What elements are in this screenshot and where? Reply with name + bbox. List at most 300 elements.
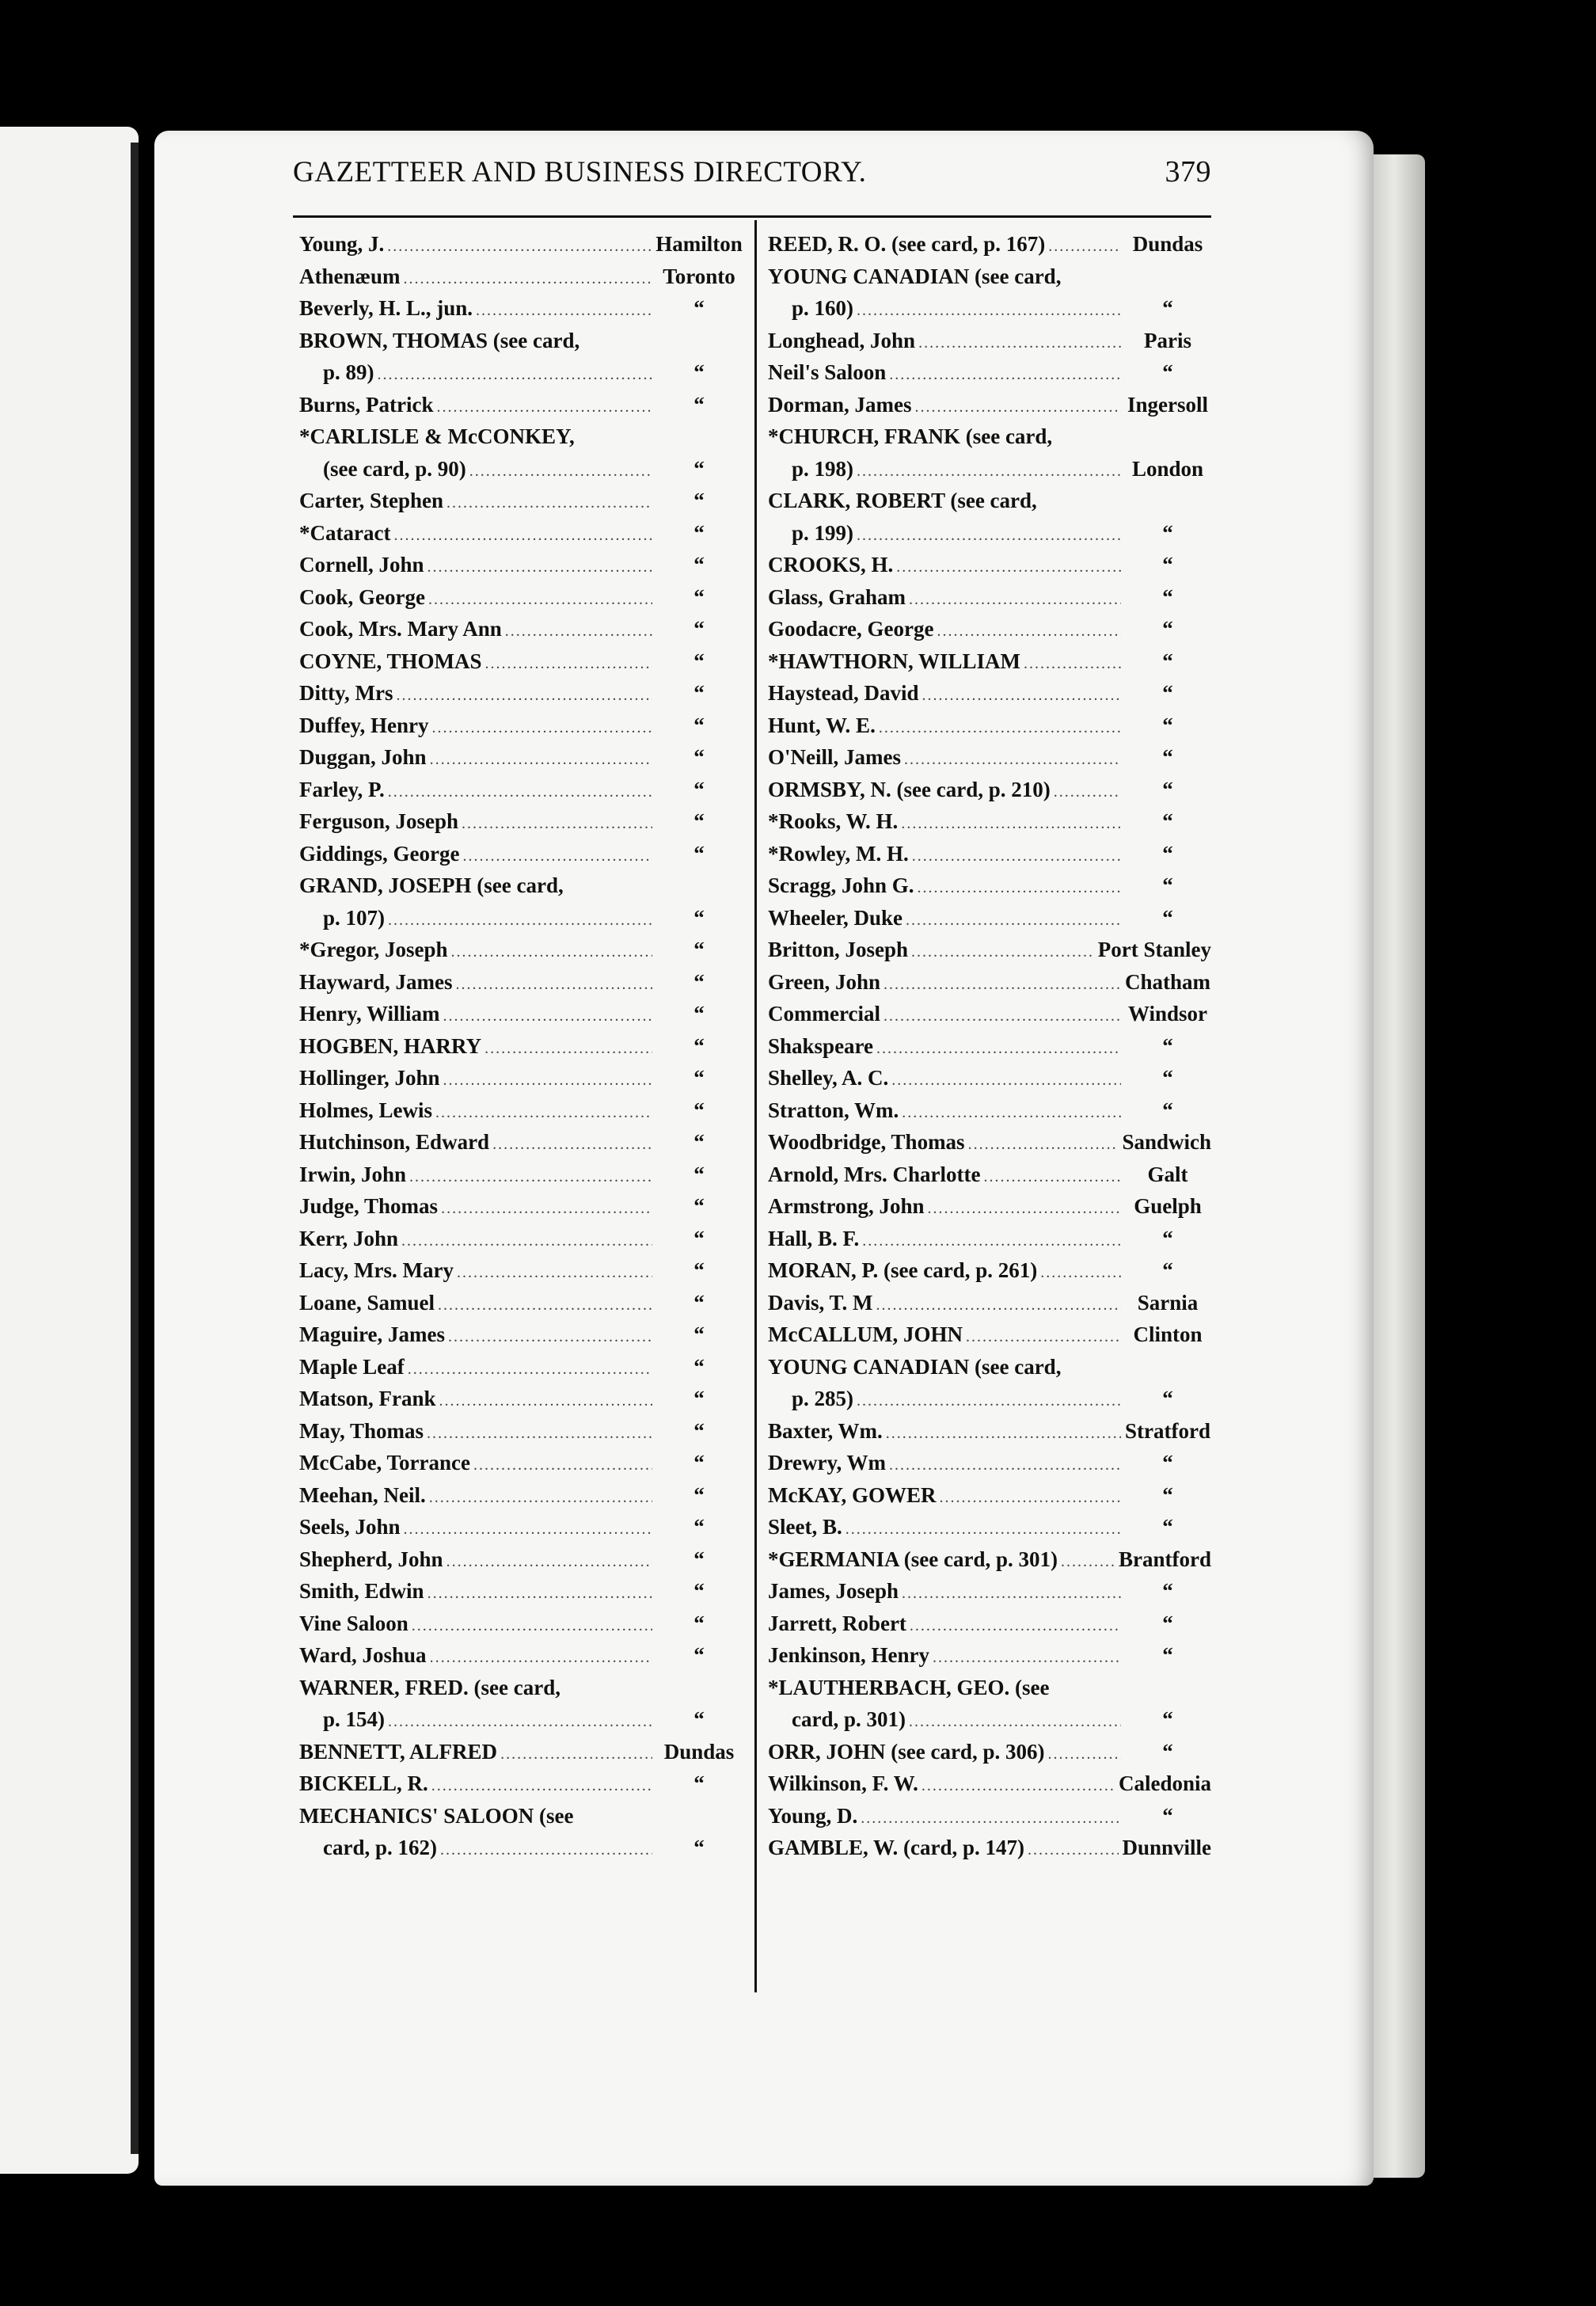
leader-dots: [484, 1033, 652, 1065]
entry-location: London: [1131, 456, 1204, 481]
entry-location: “: [694, 681, 705, 705]
leader-dots: [448, 1321, 652, 1353]
leader-dots: [428, 551, 652, 584]
entry-location: “: [694, 1226, 705, 1250]
entry-name: May, Thomas: [299, 1418, 424, 1443]
entry-name: Hutchinson, Edward: [299, 1130, 490, 1154]
leader-dots: [431, 712, 652, 744]
leader-dots: [457, 1257, 652, 1289]
directory-entry: [768, 485, 1211, 517]
leader-dots: [412, 1610, 652, 1642]
leader-dots: [909, 584, 1121, 616]
directory-entry: [299, 1575, 743, 1608]
directory-entry: [299, 710, 743, 742]
entry-name: Ward, Joshua: [299, 1643, 427, 1667]
entry-name: McCALLUM, JOHN: [768, 1322, 963, 1346]
leader-dots: [857, 1385, 1121, 1417]
entry-location: “: [1162, 1066, 1173, 1090]
entry-location: “: [694, 584, 705, 609]
directory-entry: [768, 420, 1211, 453]
entry-location: “: [1162, 1515, 1173, 1539]
directory-entry: [299, 1094, 743, 1127]
entry-name: O'Neill, James: [768, 745, 901, 769]
entry-name: HOGBEN, HARRY: [299, 1033, 482, 1058]
leader-dots: [500, 1738, 652, 1771]
directory-entry: [768, 581, 1211, 614]
entry-name: Young, D.: [768, 1803, 858, 1828]
directory-entry: [299, 1543, 743, 1576]
leader-dots: [922, 1770, 1115, 1802]
entry-location: Port Stanley: [1097, 938, 1211, 961]
leader-dots: [861, 1802, 1121, 1835]
entry-name: Judge, Thomas: [299, 1194, 439, 1218]
entry-name: Glass, Graham: [768, 584, 906, 609]
directory-entry: [299, 292, 743, 325]
leader-dots: [884, 968, 1121, 1001]
directory-entry: [299, 1062, 743, 1094]
entry-location: Sandwich: [1122, 1130, 1211, 1154]
directory-entry: [768, 1736, 1211, 1768]
directory-entry: [299, 1672, 743, 1704]
directory-entry: [299, 1190, 743, 1223]
entry-name: *HAWTHORN, WILLIAM: [768, 649, 1021, 673]
entry-name: McCabe, Torrance: [299, 1451, 470, 1475]
leader-dots: [884, 1000, 1121, 1033]
entry-location: Clinton: [1133, 1322, 1203, 1346]
leader-dots: [937, 615, 1121, 648]
directory-entry: [768, 1351, 1211, 1383]
directory-entry: [768, 1030, 1211, 1063]
entry-location: “: [1162, 1387, 1173, 1410]
leader-dots: [388, 1706, 652, 1738]
entry-name: *Cataract: [299, 520, 391, 545]
leader-dots: [492, 1128, 652, 1161]
directory-entry: [299, 1703, 743, 1736]
leader-dots: [918, 872, 1121, 904]
left-column: [299, 228, 743, 1864]
directory-entry: [768, 1254, 1211, 1287]
leader-dots: [889, 359, 1121, 391]
leader-dots: [427, 1417, 652, 1450]
directory-entry: [768, 228, 1211, 261]
entry-location: Hamilton: [656, 232, 743, 256]
entry-location: “: [1162, 1803, 1173, 1828]
entry-location: “: [694, 1451, 705, 1475]
entry-name: *CARLISLE & McCONKEY,: [299, 424, 575, 448]
entry-name: McKAY, GOWER: [768, 1482, 937, 1507]
entry-name: Maguire, James: [299, 1322, 445, 1346]
entry-location: “: [694, 938, 705, 961]
entry-name: Shelley, A. C.: [768, 1066, 889, 1090]
directory-entry: [299, 1383, 743, 1415]
directory-entry: [768, 549, 1211, 581]
directory-entry: [768, 292, 1211, 325]
entry-location: “: [694, 456, 705, 481]
entry-name: WARNER, FRED. (see card,: [299, 1675, 560, 1699]
leader-dots: [404, 1513, 652, 1546]
entry-location: “: [694, 649, 705, 673]
leader-dots: [1024, 648, 1121, 680]
entry-location: “: [1162, 1226, 1173, 1250]
directory-entry: [299, 838, 743, 870]
entry-name: Armstrong, John: [768, 1194, 925, 1218]
entry-location: “: [1162, 1098, 1173, 1122]
entry-name: Green, John: [768, 969, 881, 994]
entry-location: “: [694, 553, 705, 576]
entry-name: Britton, Joseph: [768, 938, 909, 961]
entry-location: “: [694, 713, 705, 737]
entry-location: “: [694, 1418, 705, 1443]
entry-name: Arnold, Mrs. Charlotte: [768, 1162, 981, 1186]
directory-entry: [299, 1736, 743, 1768]
directory-entry: [299, 741, 743, 774]
header-rule: [293, 215, 1211, 218]
directory-entry: [299, 1768, 743, 1800]
directory-entry: [768, 261, 1211, 293]
directory-entry: [768, 1447, 1211, 1479]
entry-name: Kerr, John: [299, 1226, 399, 1250]
directory-entry: [768, 1287, 1211, 1319]
entry-location: “: [694, 1290, 705, 1315]
directory-entry: [299, 613, 743, 645]
entry-name: Longhead, John: [768, 328, 916, 352]
entry-name: Smith, Edwin: [299, 1579, 424, 1603]
leader-dots: [1028, 1834, 1119, 1866]
entry-location: “: [694, 841, 705, 866]
directory-entry: [299, 1639, 743, 1672]
entry-location: “: [694, 1033, 705, 1058]
leader-dots: [912, 840, 1121, 873]
entry-location: “: [1162, 1739, 1173, 1764]
entry-name: Cook, Mrs. Mary Ann: [299, 617, 502, 641]
entry-name: Maple Leaf: [299, 1354, 405, 1379]
directory-entry: [299, 261, 743, 293]
entry-location: “: [694, 1611, 705, 1635]
entry-name: *GERMANIA (see card, p. 301): [768, 1547, 1058, 1571]
directory-entry: [768, 389, 1211, 421]
directory-entry: [299, 453, 743, 485]
directory-entry: [768, 870, 1211, 902]
directory-entry: [768, 1575, 1211, 1608]
entry-location: “: [694, 1579, 705, 1603]
entry-name: Haystead, David: [768, 681, 919, 705]
directory-entry: [768, 1511, 1211, 1543]
leader-dots: [911, 936, 1095, 968]
leader-dots: [1048, 230, 1121, 263]
directory-entry: [299, 1800, 743, 1832]
leader-dots: [1061, 1546, 1115, 1578]
leader-dots: [910, 1610, 1121, 1642]
entry-name: Goodacre, George: [768, 617, 934, 641]
leader-dots: [455, 968, 652, 1001]
entry-location: “: [694, 1643, 705, 1667]
entry-name: Shakspeare: [768, 1033, 874, 1058]
entry-location: “: [1162, 745, 1173, 769]
directory-entry: [768, 677, 1211, 710]
leader-dots: [408, 1353, 652, 1386]
leader-dots: [906, 904, 1121, 937]
leader-dots: [451, 936, 652, 968]
entry-location: “: [694, 1354, 705, 1379]
entry-location: Ingersoll: [1127, 392, 1208, 417]
entry-name: BROWN, THOMAS (see card,: [299, 328, 580, 352]
entry-name: Matson, Frank: [299, 1387, 436, 1410]
directory-entry: [299, 485, 743, 517]
entry-name: REED, R. O. (see card, p. 167): [768, 232, 1046, 256]
directory-entry: [768, 1190, 1211, 1223]
directory-entry: [299, 581, 743, 614]
leader-dots: [901, 808, 1121, 840]
entry-location: “: [1162, 584, 1173, 609]
directory-entry: [299, 228, 743, 261]
directory-entry: [768, 1159, 1211, 1191]
directory-entry: [768, 1832, 1211, 1864]
entry-location: “: [1162, 1611, 1173, 1635]
leader-dots: [1040, 1257, 1121, 1289]
entry-name: Baxter, Wm.: [768, 1418, 883, 1443]
directory-entry: [768, 356, 1211, 389]
entry-name: Carter, Stephen: [299, 489, 443, 512]
entry-location: Brantford: [1119, 1547, 1211, 1571]
directory-entry: [768, 325, 1211, 357]
entry-name: Woodbridge, Thomas: [768, 1130, 965, 1154]
entry-location: “: [1162, 1451, 1173, 1475]
directory-entry: [299, 1287, 743, 1319]
directory-entry: [299, 1351, 743, 1383]
page-number: 379: [1165, 155, 1211, 188]
directory-entry: [768, 1094, 1211, 1127]
leader-dots: [446, 1546, 652, 1578]
entry-location: Stratford: [1125, 1418, 1210, 1443]
entry-location: Dundas: [1132, 232, 1203, 256]
entry-name: Hunt, W. E.: [768, 713, 876, 737]
directory-entry: [299, 1447, 743, 1479]
entry-location: Dunnville: [1122, 1836, 1211, 1859]
directory-entry: [768, 710, 1211, 742]
entry-location: “: [1162, 681, 1173, 705]
entry-location: “: [1162, 713, 1173, 737]
entry-name: card, p. 162): [323, 1836, 437, 1859]
leader-dots: [437, 391, 652, 424]
directory-entry: [299, 1223, 743, 1255]
directory-entry: [299, 934, 743, 966]
entry-name: Jarrett, Robert: [768, 1611, 906, 1635]
entry-name: p. 199): [792, 520, 854, 545]
entry-location: “: [1162, 809, 1173, 833]
directory-entry: [768, 645, 1211, 678]
entry-name: Seels, John: [299, 1515, 401, 1539]
leader-dots: [918, 327, 1121, 360]
entry-name: Cook, George: [299, 584, 425, 609]
entry-location: “: [694, 1707, 705, 1731]
directory-entry: [299, 1319, 743, 1351]
directory-entry: [299, 966, 743, 999]
directory-entry: [299, 356, 743, 389]
entry-location: Paris: [1144, 328, 1191, 352]
entry-location: “: [694, 360, 705, 384]
leader-dots: [922, 679, 1121, 712]
directory-entry: [768, 741, 1211, 774]
directory-entry: [768, 453, 1211, 485]
entry-name: Jenkinson, Henry: [768, 1643, 930, 1667]
entry-name: *Gregor, Joseph: [299, 938, 448, 961]
entry-name: Farley, P.: [299, 777, 385, 801]
directory-entry: [768, 998, 1211, 1030]
leader-dots: [886, 1417, 1121, 1450]
leader-dots: [1054, 776, 1121, 809]
entry-name: (see card, p. 90): [323, 456, 466, 481]
directory-entry: [299, 420, 743, 453]
entry-location: “: [694, 1547, 705, 1571]
leader-dots: [440, 1834, 652, 1866]
entry-name: Dorman, James: [768, 392, 912, 417]
entry-location: “: [1162, 1643, 1173, 1667]
entry-name: p. 198): [792, 456, 854, 481]
entry-location: Windsor: [1127, 1002, 1208, 1026]
entry-location: “: [694, 777, 705, 801]
directory-entry: [768, 838, 1211, 870]
directory-entry: [299, 774, 743, 806]
directory-entry: [768, 1768, 1211, 1800]
leader-dots: [876, 1289, 1121, 1322]
entry-location: “: [694, 1771, 705, 1795]
entry-name: Loane, Samuel: [299, 1290, 435, 1315]
directory-entry: [768, 902, 1211, 934]
directory-entry: [768, 1126, 1211, 1159]
directory-entry: [299, 1030, 743, 1063]
leader-dots: [401, 1225, 652, 1258]
entry-name: Henry, William: [299, 1002, 440, 1026]
entry-location: Toronto: [663, 264, 735, 288]
leader-dots: [505, 615, 652, 648]
entry-location: “: [1162, 873, 1173, 897]
entry-name: YOUNG CANADIAN (see card,: [768, 1354, 1062, 1379]
entry-location: “: [694, 520, 705, 545]
entry-name: Irwin, John: [299, 1162, 407, 1186]
directory-entry: [768, 1383, 1211, 1415]
entry-name: Sleet, B.: [768, 1515, 842, 1539]
entry-location: “: [1162, 520, 1173, 545]
leader-dots: [393, 519, 652, 552]
entry-location: “: [694, 1515, 705, 1539]
leader-dots: [966, 1321, 1121, 1353]
entry-name: Burns, Patrick: [299, 392, 434, 417]
directory-entry: [768, 1800, 1211, 1832]
entry-location: “: [694, 809, 705, 833]
directory-entry: [299, 1126, 743, 1159]
entry-location: “: [1162, 360, 1173, 384]
entry-location: “: [1162, 905, 1173, 930]
leader-dots: [463, 840, 652, 873]
entry-name: p. 107): [323, 905, 386, 930]
leader-dots: [940, 1482, 1121, 1514]
directory-entry: [299, 645, 743, 678]
entry-name: Neil's Saloon: [768, 360, 887, 384]
entry-location: “: [1162, 1258, 1173, 1282]
entry-name: ORMSBY, N. (see card, p. 210): [768, 777, 1051, 801]
entry-name: YOUNG CANADIAN (see card,: [768, 264, 1062, 288]
entry-location: “: [694, 1836, 705, 1859]
leader-dots: [983, 1161, 1121, 1193]
entry-location: “: [694, 489, 705, 512]
directory-entry: [768, 1703, 1211, 1736]
leader-dots: [430, 744, 652, 776]
directory-entry: [299, 805, 743, 838]
leader-dots: [441, 1193, 652, 1225]
entry-name: Vine Saloon: [299, 1611, 408, 1635]
entry-location: “: [1162, 1033, 1173, 1058]
leader-dots: [896, 551, 1121, 584]
binding-thread: [131, 143, 139, 2154]
right-column: [768, 228, 1211, 1864]
page-title: GAZETTEER AND BUSINESS DIRECTORY.: [293, 156, 867, 188]
leader-dots: [446, 487, 652, 519]
entry-location: “: [1162, 841, 1173, 866]
entry-location: “: [694, 1130, 705, 1154]
leader-dots: [968, 1128, 1119, 1161]
leader-dots: [846, 1513, 1121, 1546]
entry-name: p. 89): [323, 360, 374, 384]
directory-entry: [299, 1608, 743, 1640]
directory-entry: [299, 998, 743, 1030]
leader-dots: [378, 359, 652, 391]
leader-dots: [914, 391, 1121, 424]
entry-name: CROOKS, H.: [768, 553, 894, 576]
page-stack-edge: [1374, 154, 1425, 2178]
directory-entry: [768, 805, 1211, 838]
entry-name: *LAUTHERBACH, GEO. (see: [768, 1675, 1050, 1699]
directory-entry: [768, 1543, 1211, 1576]
entry-name: GAMBLE, W. (card, p. 147): [768, 1836, 1025, 1859]
entry-location: “: [694, 1258, 705, 1282]
leader-dots: [387, 230, 652, 263]
entry-name: Shepherd, John: [299, 1547, 443, 1571]
facing-page: [0, 127, 139, 2174]
entry-name: GRAND, JOSEPH (see card,: [299, 873, 564, 897]
entry-location: “: [694, 1002, 705, 1026]
entry-location: “: [694, 969, 705, 994]
entry-name: Lacy, Mrs. Mary: [299, 1258, 454, 1282]
entry-name: Holmes, Lewis: [299, 1098, 432, 1122]
entry-location: Guelph: [1134, 1194, 1202, 1218]
directory-entry: [768, 517, 1211, 550]
entry-location: “: [694, 1482, 705, 1507]
directory-entry: [299, 517, 743, 550]
entry-location: “: [694, 296, 705, 320]
entry-location: “: [1162, 649, 1173, 673]
entry-location: Sarnia: [1137, 1290, 1199, 1315]
directory-entry: [768, 1223, 1211, 1255]
entry-name: Hall, B. F.: [768, 1226, 860, 1250]
leader-dots: [428, 1577, 652, 1610]
entry-location: “: [694, 392, 705, 417]
entry-name: Duffey, Henry: [299, 713, 429, 737]
entry-name: *Rowley, M. H.: [768, 841, 909, 866]
entry-name: CLARK, ROBERT (see card,: [768, 489, 1037, 512]
leader-dots: [857, 519, 1121, 552]
entry-name: MECHANICS' SALOON (see: [299, 1803, 574, 1828]
entry-name: Duggan, John: [299, 745, 427, 769]
entry-name: ORR, JOHN (see card, p. 306): [768, 1739, 1045, 1764]
leader-dots: [428, 584, 652, 616]
entry-name: Wilkinson, F. W.: [768, 1771, 918, 1795]
entry-name: Ditty, Mrs: [299, 681, 393, 705]
directory-entry: [299, 549, 743, 581]
entry-name: Wheeler, Duke: [768, 905, 902, 930]
entry-name: *CHURCH, FRANK (see card,: [768, 424, 1053, 448]
entry-location: “: [694, 1066, 705, 1090]
leader-dots: [857, 295, 1121, 327]
